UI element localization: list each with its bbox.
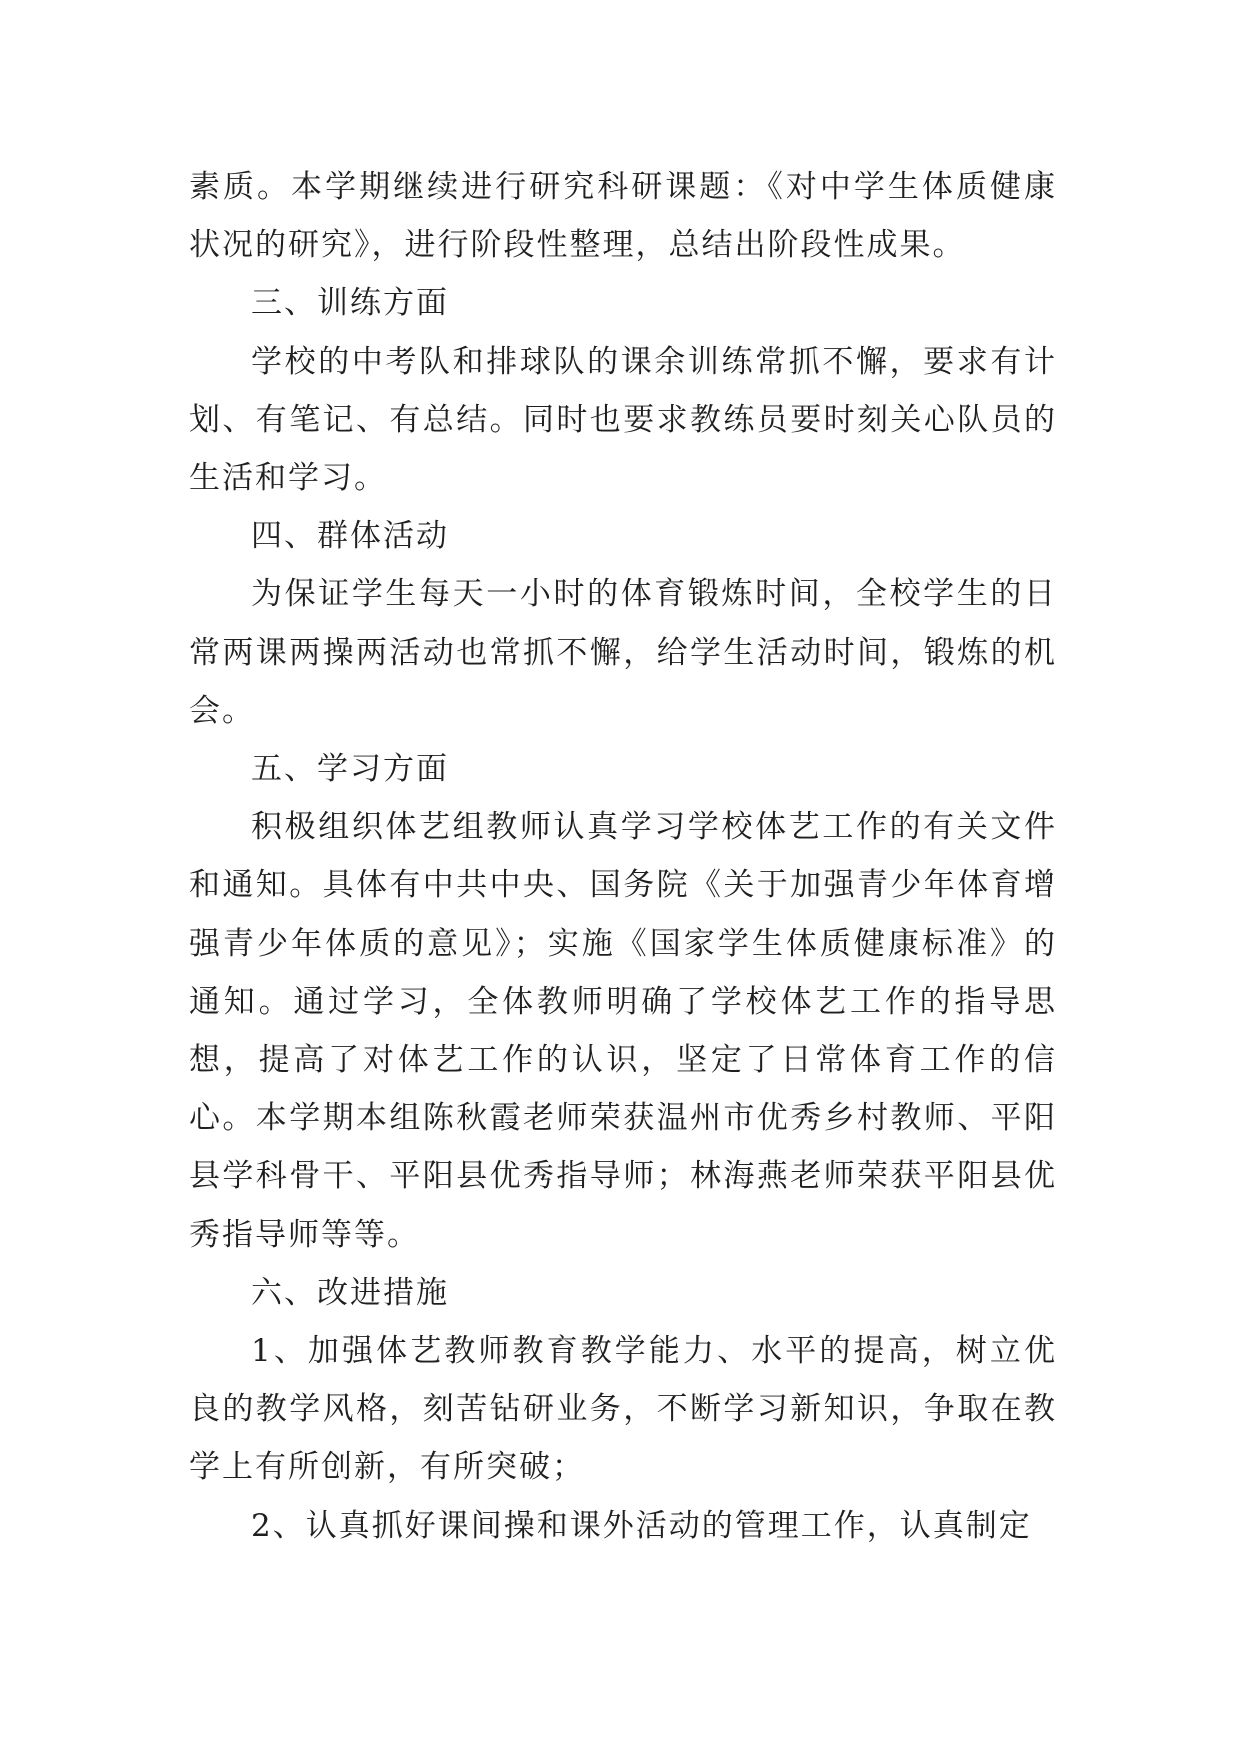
paragraph-study: 积极组织体艺组教师认真学习学校体艺工作的有关文件和通知。具体有中共中央、国务院《关于加强青少年体育增强青少年体质的意见》；实施《国家学生体质健康标准》的通知。通过学习，全体教师明确了学校体艺工作的指导思想，提高了对体艺工作的认识，坚定了日常体育工作的信心。本学期本组陈秋霞老师荣获温州市优秀乡村教师、平阳县学科骨干、平阳县优秀指导师；林海燕老师荣获平阳县优秀指导师等等。 bbox=[189, 809, 1057, 1253]
document-body bbox=[189, 158, 1057, 1555]
section-heading-group-activities: 四、群体活动 bbox=[251, 518, 449, 555]
paragraph-training: 学校的中考队和排球队的课余训练常抓不懈，要求有计划、有笔记、有总结。同时也要求教练员要时刻关心队员的生活和学习。 bbox=[189, 343, 1057, 497]
section-heading-improvements: 六、改进措施 bbox=[251, 1274, 449, 1311]
paragraph-improvement-1: 1、加强体艺教师教育教学能力、水平的提高，树立优良的教学风格，刻苦钻研业务，不断学习新知识，争取在教学上有所创新，有所突破； bbox=[189, 1333, 1057, 1486]
paragraph-improvement-2: 2、认真抓好课间操和课外活动的管理工作，认真制定 bbox=[251, 1507, 1032, 1544]
section-heading-training: 三、训练方面 bbox=[251, 285, 449, 322]
section-heading-study: 五、学习方面 bbox=[251, 751, 449, 788]
paragraph-group-activities: 为保证学生每天一小时的体育锻炼时间，全校学生的日常两课两操两活动也常抓不懈，给学生活动时间，锻炼的机会。 bbox=[189, 576, 1057, 729]
paragraph-research: 素质。本学期继续进行研究科研课题：《对中学生体质健康状况的研究》，进行阶段性整理，总结出阶段性成果。 bbox=[189, 169, 1057, 264]
